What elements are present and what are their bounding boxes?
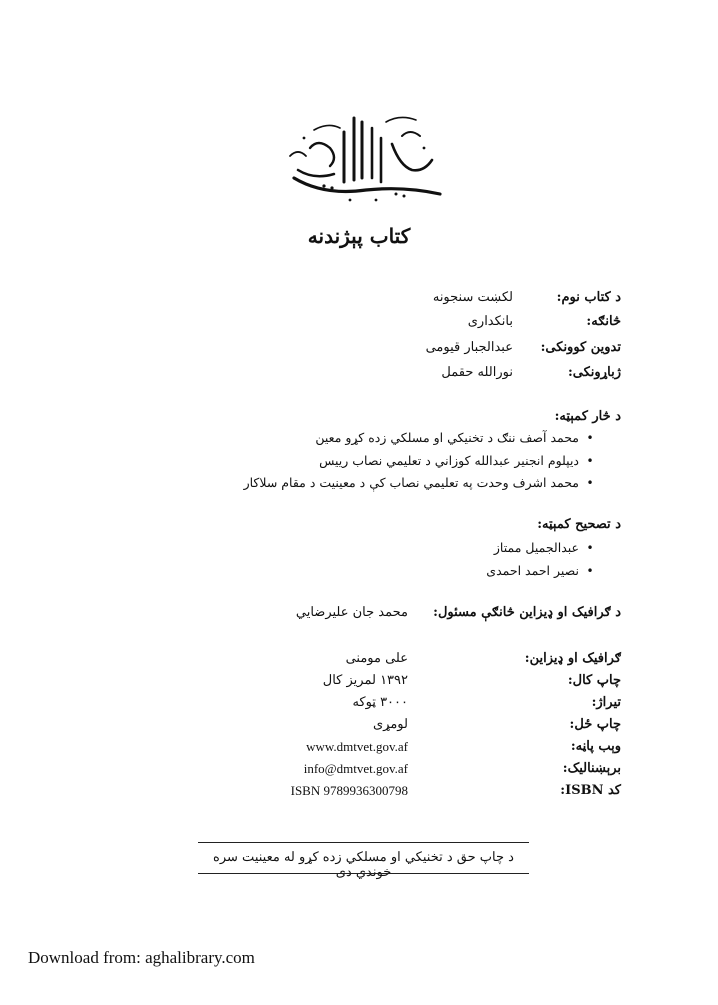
book-name-value: لکښت سنجونه [432, 290, 513, 305]
book-name-label: د کتاب نوم: [556, 290, 621, 305]
list-item: • نصیر احمد احمدی [486, 560, 601, 583]
print-run-label: تیراژ: [591, 695, 621, 710]
compiler-value: عبدالجبار قیومی [425, 340, 513, 355]
print-run-value: ۳۰۰۰ ټوکه [352, 695, 408, 710]
isbn-label: کد ISBN: [560, 783, 621, 798]
edition-value: لومړی [373, 717, 408, 732]
list-item: • عبدالجمیل ممتاز [486, 537, 601, 560]
supervision-committee-heading: د څار کمېټه: [554, 409, 621, 424]
edition-label: چاپ ځل: [569, 717, 621, 732]
correction-committee-list [486, 537, 601, 582]
copyright-bottom-rule [198, 873, 529, 874]
print-year-value: ۱۳۹۲ لمریز کال [322, 673, 408, 688]
design-label: ګرافیک او ډیزاین: [524, 651, 621, 666]
compiler-label: تدوین کوونکی: [540, 340, 621, 355]
correction-committee-heading: د تصحیح کمېټه: [537, 517, 621, 532]
email-link[interactable]: info@dmtvet.gov.af [303, 761, 408, 776]
isbn-value: ISBN 9789936300798 [290, 783, 408, 798]
translator-label: ژباړونکی: [567, 365, 621, 380]
download-source-note: Download from: aghalibrary.com [28, 948, 255, 967]
email-label: برېښنالیک: [562, 761, 621, 776]
department-value: بانکداری [467, 314, 513, 329]
bismillah-calligraphy [284, 108, 448, 204]
list-item: • محمد آصف ننګ د تخنیکي او مسلکي زده کړو معین [244, 427, 601, 450]
copyright-top-rule [198, 842, 529, 843]
website-link[interactable]: www.dmtvet.gov.af [306, 739, 408, 754]
translator-value: نورالله حقمل [441, 365, 513, 380]
print-year-label: چاپ کال: [567, 673, 621, 688]
copyright-notice: د چاپ حق د تخنیکي او مسلکي زده کړو له معینیت سره خوندي دی [213, 850, 514, 880]
graphics-manager-label: د ګرافیک او ډیزاین څانګې مسئول: [433, 605, 621, 620]
website-label: وېب پاڼه: [570, 739, 621, 754]
list-item: • دیپلوم انجنیر عبدالله کوزاني د تعلیمي نصاب رییس [244, 450, 601, 473]
department-label: څانګه: [586, 314, 621, 329]
list-item: • محمد اشرف وحدت په تعلیمي نصاب کې د معینیت د مقام سلاکار [244, 472, 601, 495]
graphics-manager-value: محمد جان علیرضایي [295, 605, 408, 620]
supervision-committee-list [244, 427, 601, 495]
design-value: علی مومنی [345, 651, 408, 666]
page-title: کتاب پېژندنه [307, 224, 411, 248]
